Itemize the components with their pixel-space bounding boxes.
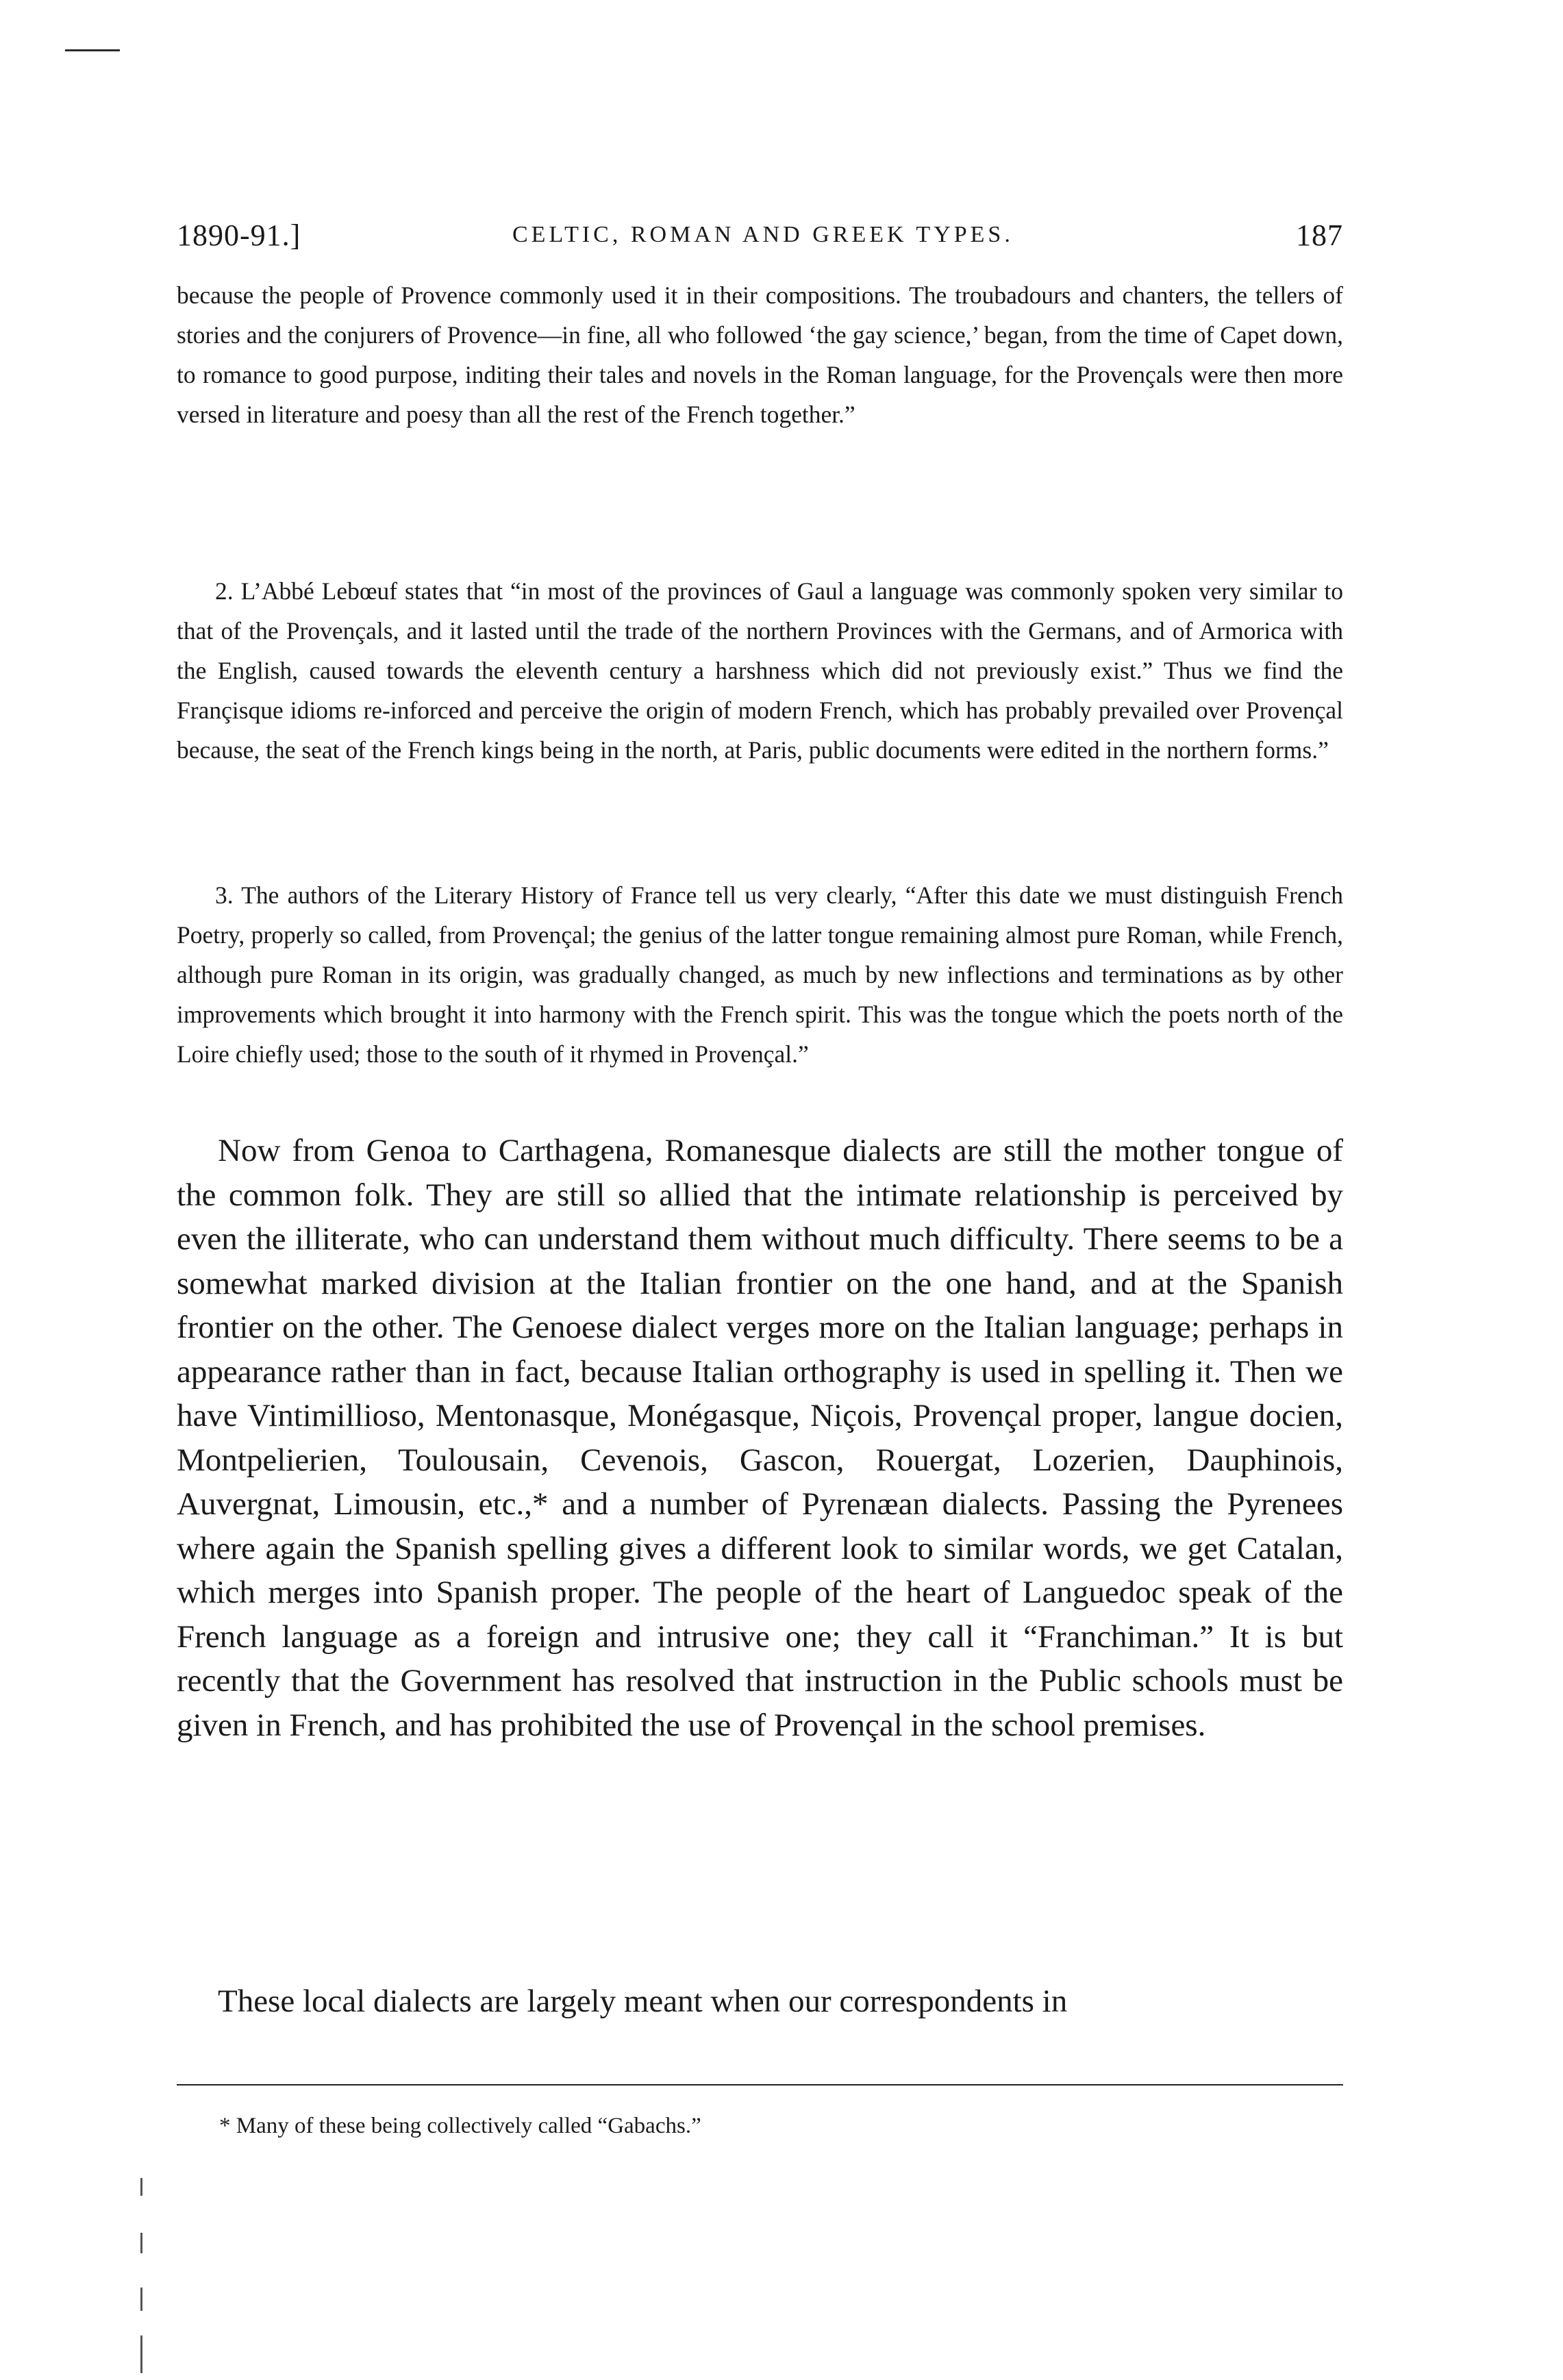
body-paragraph-1: Now from Genoa to Carthagena, Romanesque dialects are still the mother tongue of the common folk. They are still so allied that the intimate relationship is perceived by even the illiterate, who can understand them without much difficulty. There seems to be a somewhat marked division at the Italian frontier on the one hand, and at the Spanish frontier on the other. The Genoese dialect verges more on the Italian language; perhaps in appearance rather than in fact, because Italian orthography is used in spelling it. Then we have Vintimillioso, Mentonasque, Monégasque, Niçois, Provençal proper, langue docien, Montpelierien, Toulousain, Cevenois, Gascon, Rouergat, Lozerien, Dauphinois, Auvergnat, Limousin, etc.,* and a number of Pyrenæan dialects. Passing the Pyrenees where again the Spanish spelling gives a different look to similar words, we get Catalan, which merges into Spanish proper. The people of the heart of Languedoc speak of the French language as a foreign and intrusive one; they call it “Franchiman.” It is but recently that the Government has resolved that instruction in the Public schools must be given in French, and has prohibited the use of Provençal in the school premises. xyxy=(177,1133,1343,1743)
quote-paragraph-3: 3. The authors of the Literary History of France tell us very clearly, “After this date we must distinguish French Poetry, properly so called, from Provençal; the genius of the latter tongue remaining almost pure Roman, while French, although pure Roman in its origin, was gradually changed, as much by new inflections and terminations as by other improvements which brought it into harmony with the French spirit. This was the tongue which the poets north of the Loire chiefly used; those to the south of it rhymed in Provençal.” xyxy=(177,881,1343,1068)
header-date: 1890-91.] xyxy=(177,218,301,252)
page-number: 187 xyxy=(1296,218,1343,252)
quote-paragraph-2: 2. L’Abbé Lebœuf states that “in most of the provinces of Gaul a language was commonly spoken very similar to that of the Provençals, and it lasted until the trade of the northern Provinces with the Germans, and of Armorica with the English, caused towards the eleventh century a harshness which did not previously exist.” Thus we find the Françisque idioms re-inforced and perceive the origin of modern French, which has probably prevailed over Provençal because, the seat of the French kings being in the north, at Paris, public documents were edited in the northern forms.” xyxy=(177,577,1343,764)
running-header xyxy=(177,218,1343,259)
margin-tick xyxy=(140,2288,142,2311)
body-paragraph-2: These local dialects are largely meant when our correspondents in xyxy=(218,1983,1068,2019)
footnote: * Many of these being collectively called “Gabachs.” xyxy=(219,2114,701,2138)
margin-tick xyxy=(140,2178,142,2196)
footnote-rule xyxy=(177,2084,1343,2085)
margin-tick xyxy=(140,2335,142,2373)
margin-tick xyxy=(140,2233,142,2253)
scan-edge-mark xyxy=(65,49,120,51)
header-title: CELTIC, ROMAN AND GREEK TYPES. xyxy=(512,222,1014,247)
quote-paragraph-1: because the people of Provence commonly used it in their compositions. The troubadours and chanters, the tellers of stories and the conjurers of Provence—in fine, all who followed ‘the gay science,’ began, from the time of Capet down, to romance to good purpose, inditing their tales and novels in the Roman language, for the Provençals were then more versed in literature and poesy than all the rest of the French together.” xyxy=(177,281,1343,428)
